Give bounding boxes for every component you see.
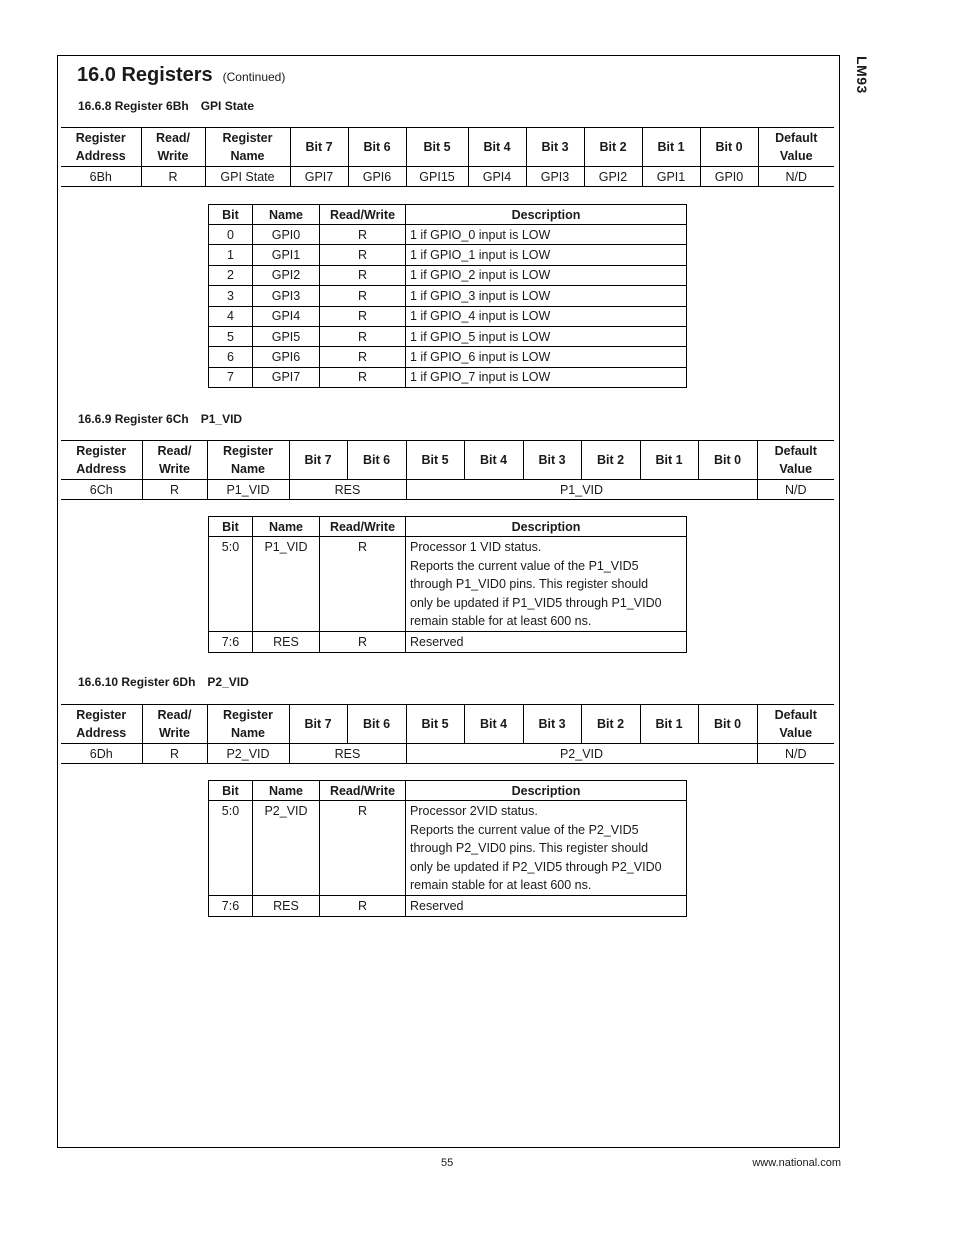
table-row: 2 GPI2 R 1 if GPIO_2 input is LOW [209, 265, 687, 285]
register-value-row: 6Dh R P2_VID RES P2_VID N/D [61, 744, 834, 764]
table-row: 7:6 RES R Reserved [209, 631, 687, 652]
table-row: 5:0 P1_VID R Processor 1 VID status. Reports the current value of the P1_VID5 through P1_VID0 pins. This register should only be updated if P1_VID5 through P1_VID0 remain stable for at least 600 ns. [209, 537, 687, 632]
section-heading-6dh: 16.6.10 Register 6Dh P2_VID [78, 675, 249, 689]
description-cell: Reserved [406, 895, 687, 916]
register-value-row: 6Bh R GPI State GPI7 GPI6 GPI15 GPI4 GPI3 GPI2 GPI1 GPI0 N/D [61, 167, 834, 187]
register-value-row: 6Ch R P1_VID RES P1_VID N/D [61, 480, 834, 500]
register-header-row: Register Address Read/ Write Register Name Bit 7 Bit 6 Bit 5 Bit 4 Bit 3 Bit 2 Bit 1 Bit 0 Default Value [61, 128, 834, 167]
table-row: 4 GPI4 R 1 if GPIO_4 input is LOW [209, 306, 687, 326]
section-heading-6ch: 16.6.9 Register 6Ch P1_VID [78, 412, 243, 426]
table-row: 1 GPI1 R 1 if GPIO_1 input is LOW [209, 245, 687, 265]
part-number-label: LM93 [854, 56, 870, 94]
register-table-6dh [61, 704, 834, 764]
table-row: 3 GPI3 R 1 if GPIO_3 input is LOW [209, 286, 687, 306]
title-continued: (Continued) [222, 70, 286, 84]
description-header-row: Bit Name Read/Write Description [209, 517, 687, 537]
footer-url[interactable]: www.national.com [752, 1157, 841, 1169]
description-header-row: Bit Name Read/Write Description [209, 781, 687, 801]
table-row: 5:0 P2_VID R Processor 2VID status. Reports the current value of the P2_VID5 through P2_VID0 pins. This register should only be updated if P2_VID5 through P2_VID0 remain stable for at least 600 ns. [209, 801, 687, 896]
table-row: 6 GPI6 R 1 if GPIO_6 input is LOW [209, 347, 687, 367]
description-cell: Reserved [406, 631, 687, 652]
table-row: 7 GPI7 R 1 if GPIO_7 input is LOW [209, 367, 687, 387]
page-number: 55 [441, 1157, 454, 1169]
table-row: 7:6 RES R Reserved [209, 895, 687, 916]
table-row: 0 GPI0 R 1 if GPIO_0 input is LOW [209, 225, 687, 245]
table-row: 5 GPI5 R 1 if GPIO_5 input is LOW [209, 326, 687, 346]
page-title [77, 64, 285, 87]
description-cell: Processor 1 VID status. Reports the current value of the P1_VID5 through P1_VID0 pins. This register should only be updated if P1_VID5 through P1_VID0 remain stable for at least 600 ns. [406, 537, 687, 632]
register-header-row: Register Address Read/ Write Register Name Bit 7 Bit 6 Bit 5 Bit 4 Bit 3 Bit 2 Bit 1 Bit 0 Default Value [61, 705, 834, 744]
bit-description-table-6dh [208, 780, 687, 917]
title-main: 16.0 Registers [77, 64, 213, 86]
section-heading-6bh: 16.6.8 Register 6Bh GPI State [78, 99, 255, 113]
register-header-row: Register Address Read/ Write Register Name Bit 7 Bit 6 Bit 5 Bit 4 Bit 3 Bit 2 Bit 1 Bit 0 Default Value [61, 441, 834, 480]
register-table-6bh [61, 127, 834, 187]
bit-description-table-6ch [208, 516, 687, 653]
bit-description-table-6bh [208, 204, 687, 388]
description-header-row: Bit Name Read/Write Description [209, 205, 687, 225]
description-cell: Processor 2VID status. Reports the current value of the P2_VID5 through P2_VID0 pins. This register should only be updated if P2_VID5 through P2_VID0 remain stable for at least 600 ns. [406, 801, 687, 896]
register-table-6ch [61, 440, 834, 500]
